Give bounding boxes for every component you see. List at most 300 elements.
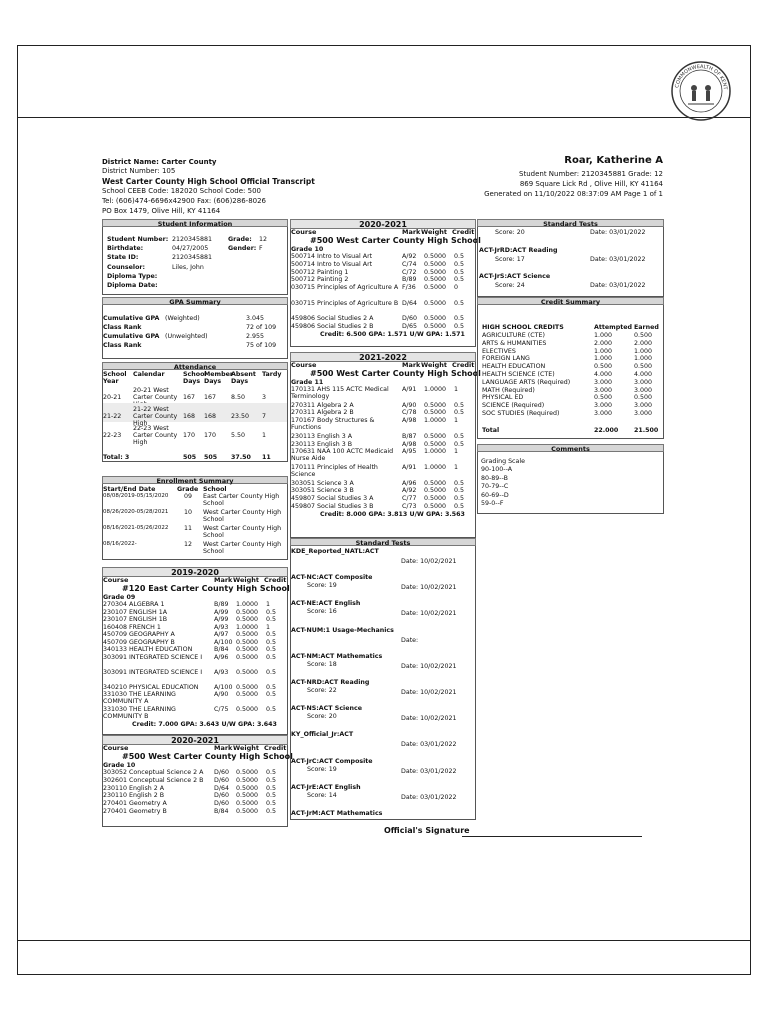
- course-mark: C/74: [402, 260, 417, 268]
- credit-earned: 4.000: [634, 371, 653, 378]
- attendance-header: School Days: [183, 371, 207, 385]
- student-address: 869 Square Lick Rd , Olive Hill, KY 41164: [519, 180, 663, 188]
- attendance-header: Absent Days: [231, 371, 256, 385]
- student-number-value: 2120345881: [172, 236, 213, 243]
- course-mark: B/84: [214, 646, 229, 653]
- course-mark: D/60: [214, 792, 229, 800]
- course-name: 270311 Algebra 2 A: [291, 401, 354, 409]
- course-mark: F/36: [402, 284, 416, 292]
- test-score: Score: 18: [307, 660, 337, 668]
- course-name: 270401 Geometry B: [103, 808, 167, 815]
- grade-label: Grade 10: [291, 246, 324, 253]
- enrollment-grade: 10: [184, 509, 193, 516]
- course-mark: B/89: [214, 601, 229, 608]
- course-credit: 0.5: [454, 440, 465, 448]
- attendance-cell: 22-23: [103, 432, 122, 439]
- year-title: 2019-2020: [102, 567, 288, 577]
- attendance-cell: 170: [204, 432, 217, 439]
- course-weight: 1.0000: [424, 386, 447, 393]
- course-name: 270304 ALGEBRA 1: [103, 601, 165, 608]
- enrollment-title: Enrollment Summary: [102, 476, 288, 484]
- enrollment-date: 08/26/2020-05/28/2021: [103, 509, 169, 515]
- credit-total: Total: [482, 427, 500, 434]
- gpa-label: Cumulative GPA: [103, 333, 160, 340]
- col-credit: Credit: [264, 744, 287, 752]
- credit-earned: 1.000: [634, 355, 653, 363]
- course-name: 230113 English 3 A: [291, 432, 353, 440]
- col-mark: Mark: [214, 744, 233, 752]
- test-date: Date: 03/01/2022: [590, 282, 646, 289]
- gpa-label: Cumulative GPA: [103, 315, 160, 322]
- comment-line: 90-100--A: [481, 466, 513, 474]
- col-weight: Weight: [421, 228, 447, 236]
- enrollment-grade: 12: [184, 541, 193, 548]
- comment-line: 59-0--F: [481, 500, 504, 507]
- course-credit: 0.5: [454, 260, 465, 268]
- label: Gender:: [228, 245, 257, 252]
- course-weight: 0.5000: [424, 409, 447, 417]
- test-score: Score: 14: [307, 791, 337, 799]
- col-course: Course: [103, 576, 129, 584]
- course-weight: 0.5000: [236, 769, 259, 776]
- course-weight: 0.5000: [236, 653, 259, 661]
- enrollment-grade: 11: [184, 525, 193, 532]
- course-credit: 0: [454, 284, 459, 292]
- course-credit: 0.5: [454, 299, 465, 307]
- test-name: ACT-JrS:ACT Science: [479, 273, 551, 280]
- course-weight: 0.5000: [424, 276, 447, 284]
- attendance-total: 505: [183, 454, 197, 461]
- course-weight: 0.5000: [236, 706, 259, 713]
- enrollment-grade: 09: [184, 493, 193, 500]
- course-weight: 1.0000: [236, 623, 259, 631]
- course-weight: 0.5000: [424, 299, 447, 307]
- attendance-header: Calendar: [133, 371, 165, 378]
- course-mark: D/60: [214, 776, 229, 784]
- credit-summary-line: Credit: 8.000 GPA: 3.813 U/W GPA: 3.563: [320, 510, 465, 518]
- course-name: 500712 Painting 2: [291, 276, 349, 284]
- course-credit: 0.5: [454, 487, 465, 495]
- test-score: Score: 19: [307, 582, 337, 590]
- course-credit: 0.5: [454, 495, 465, 503]
- attendance-cell: 5.50: [231, 432, 246, 439]
- course-mark: A/93: [214, 668, 229, 676]
- test-name: ACT-JrRD:ACT Reading: [479, 247, 558, 254]
- test-score: Score: 22: [307, 687, 337, 694]
- credit-area: PHYSICAL ED: [482, 394, 524, 402]
- course-name: 230110 English 2 A: [103, 784, 165, 792]
- course-name: 030715 Principles of Agriculture A: [291, 284, 399, 292]
- course-credit: 0.5: [266, 653, 277, 661]
- course-mark: D/65: [402, 323, 417, 331]
- course-credit: 0.5: [454, 432, 465, 440]
- course-weight: 1.0000: [424, 464, 447, 471]
- course-mark: A/99: [214, 616, 229, 623]
- course-weight: 0.5000: [424, 440, 447, 448]
- credit-attempted: 1.000: [594, 332, 613, 339]
- credit-earned: 3.000: [634, 386, 653, 394]
- course-weight: 0.5000: [424, 323, 447, 331]
- col-credit: Credit: [264, 576, 287, 584]
- course-name: 270311 Algebra 2 B: [291, 409, 354, 417]
- course-credit: 0.5: [266, 784, 277, 792]
- label: Birthdate:: [107, 245, 144, 252]
- credit-earned: 0.500: [634, 363, 653, 371]
- attendance-cell: 23.50: [231, 413, 250, 420]
- gpa-value: 3.045: [246, 315, 265, 322]
- school-name: #500 West Carter County High School: [310, 236, 481, 245]
- credit-attempted: 2.000: [594, 339, 613, 347]
- label: Diploma Type:: [107, 273, 158, 280]
- enrollment-date: 08/16/2022-: [103, 541, 137, 547]
- course-credit: 0.5: [266, 776, 277, 784]
- year-title: 2021-2022: [290, 352, 476, 362]
- col-credit: Credit: [452, 361, 475, 369]
- course-name: 230110 English 2 B: [103, 792, 165, 800]
- credit-total: 21.500: [634, 427, 659, 434]
- enrollment-header: Start/End Date: [103, 486, 156, 493]
- course-mark: D/64: [214, 784, 229, 792]
- course-name: 459807 Social Studies 3 B: [291, 503, 374, 510]
- course-name: 500714 Intro to Visual Art: [291, 260, 373, 268]
- test-date: Date:: [401, 636, 419, 644]
- test-name: ACT-JrM:ACT Mathematics: [291, 810, 383, 817]
- course-mark: B/87: [402, 432, 417, 440]
- credit-attempted: 0.500: [594, 394, 613, 402]
- gender-value: F: [259, 245, 263, 252]
- credit-earned: 3.000: [634, 378, 653, 386]
- attendance-cell: 1: [262, 432, 267, 439]
- attendance-header: Member Days: [204, 371, 233, 385]
- credit-attempted: 3.000: [594, 410, 613, 417]
- attendance-total: Total: 3: [103, 454, 130, 461]
- credit-earned: 3.000: [634, 410, 653, 417]
- col-weight: Weight: [233, 744, 259, 752]
- course-name: 331030 THE LEARNING COMMUNITY B: [103, 706, 176, 720]
- enrollment-date: 08/16/2021-05/26/2022: [103, 525, 169, 531]
- test-date: Date: 10/02/2021: [401, 662, 457, 670]
- credit-attempted: 4.000: [594, 371, 613, 378]
- course-credit: 0.5: [266, 683, 277, 691]
- enrollment-school: West Carter County High School: [203, 541, 282, 555]
- course-weight: 0.5000: [236, 808, 259, 815]
- attendance-cell: 168: [204, 413, 217, 420]
- test-name: ACT-JrC:ACT Composite: [291, 757, 373, 765]
- gpa-value: 72 of 109: [246, 324, 277, 331]
- test-date: Date: 10/02/2021: [401, 610, 457, 618]
- course-name: 170111 Principles of Health Science: [291, 464, 378, 478]
- course-name: 500714 Intro to Visual Art: [291, 253, 373, 260]
- course-weight: 0.5000: [424, 284, 447, 292]
- course-weight: 0.5000: [424, 401, 447, 409]
- enrollment-school: West Carter County High School: [203, 509, 282, 523]
- comments-title: Comments: [477, 444, 664, 452]
- course-name: 030715 Principles of Agriculture B: [291, 299, 399, 307]
- student-number-grade: Student Number: 2120345881 Grade: 12: [519, 170, 663, 178]
- course-weight: 0.5000: [236, 784, 259, 792]
- test-score: Score: 17: [495, 256, 525, 263]
- enrollment-header: School: [203, 486, 227, 493]
- credit-attempted: 0.500: [594, 363, 613, 371]
- course-name: 459806 Social Studies 2 A: [291, 315, 374, 323]
- attendance-cell: 3: [262, 394, 267, 401]
- course-weight: 1.0000: [424, 417, 447, 425]
- credit-summary-line: Credit: 6.500 GPA: 1.571 U/W GPA: 1.571: [320, 331, 465, 338]
- course-name: 500712 Painting 1: [291, 268, 349, 276]
- district-number: District Number: 105: [102, 167, 176, 175]
- credit-attempted: 3.000: [594, 378, 613, 386]
- course-credit: 0.5: [266, 668, 277, 676]
- course-name: 303091 INTEGRATED SCIENCE I: [103, 668, 203, 676]
- col-mark: Mark: [214, 576, 233, 584]
- course-credit: 0.5: [454, 253, 465, 260]
- comment-line: Grading Scale: [481, 458, 526, 465]
- course-mark: A/98: [402, 417, 417, 425]
- course-credit: 0.5: [266, 631, 277, 638]
- course-weight: 0.5000: [236, 792, 259, 800]
- district-name: District Name: Carter County: [102, 158, 217, 166]
- course-credit: 0.5: [454, 503, 465, 510]
- course-mark: A/96: [214, 653, 229, 661]
- col-credit: Credit: [452, 228, 475, 236]
- course-weight: 0.5000: [236, 668, 259, 676]
- test-score: Score: 16: [307, 608, 337, 616]
- course-mark: C/77: [402, 495, 417, 503]
- attendance-cell: 20-21: [103, 394, 122, 401]
- col-mark: Mark: [402, 228, 421, 236]
- gpa-label: Class Rank: [103, 342, 142, 349]
- credit-area: MATH (Required): [482, 386, 535, 394]
- course-credit: 1: [266, 601, 271, 608]
- generated-date: Generated on 11/10/2022 08:37:09 AM Page 1 of 1: [484, 190, 663, 198]
- gpa-label: Class Rank: [103, 324, 142, 331]
- course-name: 230113 English 3 B: [291, 440, 353, 448]
- course-weight: 0.5000: [236, 683, 259, 691]
- course-name: 303091 INTEGRATED SCIENCE I: [103, 653, 203, 661]
- course-mark: A/97: [214, 631, 229, 638]
- course-credit: 0.5: [454, 401, 465, 409]
- course-mark: A/96: [402, 479, 417, 487]
- course-name: 331030 THE LEARNING COMMUNITY A: [103, 691, 176, 705]
- test-date: Date: 03/01/2022: [401, 793, 457, 801]
- credit-summary-title: Credit Summary: [477, 297, 664, 305]
- course-weight: 0.5000: [424, 487, 447, 495]
- year-title: 2020-2021: [290, 219, 476, 229]
- school-name: #120 East Carter County High School: [122, 584, 290, 593]
- course-name: 340133 HEALTH EDUCATION: [103, 646, 193, 653]
- student-info-title: Student Information: [102, 219, 288, 227]
- test-score: Score: 19: [307, 765, 337, 773]
- course-name: 450709 GEOGRAPHY A: [103, 631, 175, 638]
- label: Counselor:: [107, 264, 146, 271]
- course-name: 303051 Science 3 A: [291, 479, 354, 487]
- footer-divider: [17, 940, 751, 941]
- course-credit: 1: [454, 464, 459, 471]
- credit-attempted: 3.000: [594, 402, 613, 410]
- course-name: 230107 ENGLISH 1A: [103, 608, 168, 616]
- test-name: ACT-NUM:1 Usage-Mechanics: [291, 626, 394, 634]
- course-credit: 0.5: [266, 800, 277, 808]
- test-date: Date: 10/02/2021: [401, 558, 457, 565]
- course-mark: D/64: [402, 299, 417, 307]
- course-weight: 0.5000: [236, 616, 259, 623]
- course-credit: 0.5: [266, 616, 277, 623]
- enrollment-school: East Carter County High School: [203, 493, 280, 507]
- course-mark: C/72: [402, 268, 417, 276]
- course-mark: A/100: [214, 683, 233, 691]
- course-mark: A/93: [214, 623, 229, 631]
- col-course: Course: [291, 361, 317, 369]
- course-credit: 1: [454, 448, 459, 456]
- credit-earned: 1.000: [634, 347, 653, 355]
- course-mark: A/99: [214, 608, 229, 616]
- attendance-header: School Year: [103, 371, 127, 385]
- label: Grade:: [228, 236, 252, 243]
- course-mark: D/60: [402, 315, 417, 323]
- attendance-cell: 22-23 West Carter County High: [133, 425, 178, 446]
- test-score: Score: 20: [495, 229, 525, 236]
- course-mark: A/92: [402, 487, 417, 495]
- course-credit: 0.5: [266, 608, 277, 616]
- course-credit: 1: [266, 623, 271, 631]
- counselor-value: Liles, John: [172, 264, 204, 271]
- test-date: Date: 10/02/2021: [401, 584, 457, 592]
- credit-header: Attempted: [594, 324, 633, 331]
- school-address: PO Box 1479, Olive Hill, KY 41164: [102, 207, 221, 215]
- col-course: Course: [103, 744, 129, 752]
- comment-line: 80-89--B: [481, 474, 508, 482]
- attendance-cell: 167: [183, 394, 196, 401]
- course-mark: D/60: [214, 769, 229, 776]
- test-date: Date: 03/01/2022: [401, 767, 457, 775]
- label: Diploma Date:: [107, 282, 158, 289]
- attendance-total: 37.50: [231, 454, 251, 461]
- course-weight: 0.5000: [424, 268, 447, 276]
- course-mark: B/89: [402, 276, 417, 284]
- header-divider: [17, 117, 751, 118]
- credit-area: LANGUAGE ARTS (Required): [482, 378, 571, 386]
- course-name: 459807 Social Studies 3 A: [291, 495, 374, 503]
- col-course: Course: [291, 228, 317, 236]
- course-weight: 0.5000: [424, 315, 447, 323]
- col-weight: Weight: [421, 361, 447, 369]
- credit-earned: 3.000: [634, 402, 653, 410]
- credit-header: HIGH SCHOOL CREDITS: [482, 324, 564, 331]
- course-mark: A/90: [214, 691, 229, 698]
- course-weight: 0.5000: [236, 691, 259, 698]
- course-weight: 0.5000: [236, 646, 259, 653]
- course-credit: 0.5: [266, 706, 277, 713]
- credit-header: Earned: [634, 324, 659, 331]
- course-weight: 0.5000: [424, 260, 447, 268]
- comment-line: 70-79--C: [481, 483, 509, 491]
- attendance-cell: 7: [262, 413, 267, 420]
- credit-area: SOC STUDIES (Required): [482, 410, 560, 417]
- credit-area: HEALTH SCIENCE (CTE): [482, 371, 555, 378]
- attendance-cell: 168: [183, 413, 196, 420]
- course-weight: 0.5000: [236, 776, 259, 784]
- course-credit: 0.5: [266, 808, 277, 815]
- course-mark: D/60: [214, 800, 229, 808]
- test-score: Score: 20: [307, 713, 337, 721]
- course-weight: 0.5000: [236, 631, 259, 638]
- course-name: 459806 Social Studies 2 B: [291, 323, 374, 331]
- course-weight: 0.5000: [236, 800, 259, 808]
- credit-attempted: 1.000: [594, 347, 613, 355]
- course-mark: C/78: [402, 409, 417, 417]
- course-credit: 0.5: [454, 409, 465, 417]
- course-name: 170167 Body Structures & Functions: [291, 417, 375, 432]
- test-name: ACT-JrE:ACT English: [291, 783, 361, 791]
- tests-mid-title: Standard Tests: [290, 538, 476, 546]
- course-credit: 0.5: [454, 315, 465, 323]
- course-credit: 0.5: [454, 323, 465, 331]
- transcript-title: West Carter County High School Official Transcript: [102, 177, 315, 186]
- test-date: Date: 03/01/2022: [590, 229, 646, 236]
- test-name: ACT-NS:ACT Science: [291, 705, 362, 713]
- course-credit: 1: [454, 417, 459, 425]
- course-mark: B/84: [214, 808, 229, 815]
- credit-area: ARTS & HUMANITIES: [482, 339, 547, 347]
- credit-area: ELECTIVES: [482, 347, 516, 355]
- grade-value: 12: [259, 236, 268, 243]
- course-mark: C/73: [402, 503, 417, 510]
- course-credit: 0.5: [454, 276, 465, 284]
- test-name: ACT-NRD:ACT Reading: [291, 679, 370, 686]
- signature-label: Official's Signature: [384, 826, 470, 835]
- course-credit: 0.5: [454, 479, 465, 487]
- course-credit: 0.5: [454, 268, 465, 276]
- course-name: 230107 ENGLISH 1B: [103, 616, 168, 623]
- state-id-value: 2120345881: [172, 254, 213, 261]
- course-credit: 0.5: [266, 769, 277, 776]
- course-mark: A/92: [402, 253, 417, 260]
- course-weight: 1.0000: [424, 448, 447, 456]
- grade-label: Grade 10: [103, 762, 136, 769]
- course-weight: 0.5000: [424, 503, 447, 510]
- course-mark: A/95: [402, 448, 417, 456]
- col-weight: Weight: [233, 576, 259, 584]
- kentucky-seal-icon: [670, 60, 732, 122]
- signature-line[interactable]: [462, 836, 642, 837]
- test-date: Date: 10/02/2021: [401, 689, 457, 696]
- birthdate-value: 04/27/2005: [172, 245, 209, 252]
- attendance-cell: 8.50: [231, 394, 246, 401]
- enrollment-school: West Carter County High School: [203, 525, 282, 539]
- attendance-cell: 21-22: [103, 413, 122, 420]
- credit-earned: 0.500: [634, 394, 653, 402]
- grade-label: Grade 09: [103, 594, 136, 601]
- col-mark: Mark: [402, 361, 421, 369]
- label: State ID:: [107, 254, 139, 261]
- course-name: 302601 Conceptual Science 2 B: [103, 776, 204, 784]
- course-mark: C/75: [214, 706, 229, 713]
- course-mark: A/91: [402, 386, 417, 393]
- course-credit: 0.5: [266, 792, 277, 800]
- student-name: Roar, Katherine A: [564, 155, 663, 166]
- attendance-header: Tardy: [262, 371, 282, 378]
- credit-area: FOREIGN LANG: [482, 355, 530, 363]
- gpa-summary-title: GPA Summary: [102, 297, 288, 305]
- course-name: 160408 FRENCH 1: [103, 623, 161, 631]
- credit-summary-line: Credit: 7.000 GPA: 3.643 U/W GPA: 3.643: [132, 721, 277, 728]
- course-weight: 0.5000: [424, 253, 447, 260]
- attendance-cell: 21-22 West Carter County High: [133, 406, 178, 427]
- course-mark: A/98: [402, 440, 417, 448]
- tests-right-title: Standard Tests: [477, 219, 664, 227]
- enrollment-header: Grade: [177, 486, 199, 493]
- svg-text:COMMONWEALTH OF KENTUCKY: COMMONWEALTH OF KENT: [674, 63, 728, 91]
